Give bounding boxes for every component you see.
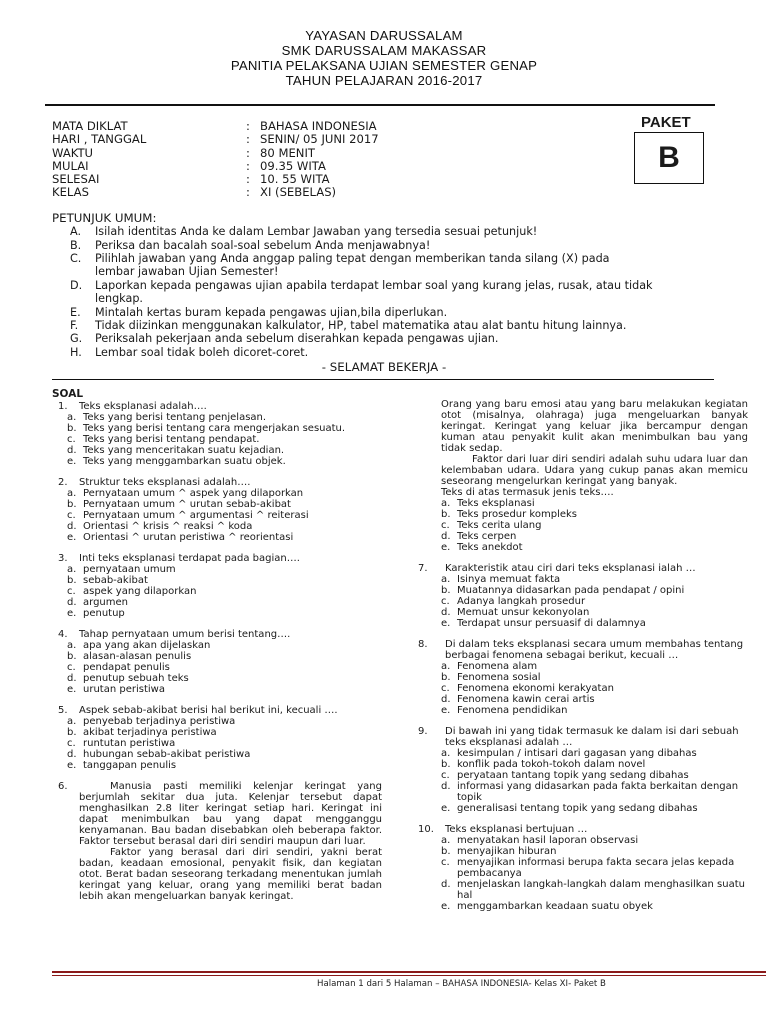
answer-option[interactable]: Fenomena pendidikan <box>457 705 568 716</box>
answer-option[interactable]: akibat terjadinya peristiwa <box>83 727 217 738</box>
meta-value: SENIN/ 05 JUNI 2017 <box>260 132 379 146</box>
meta-colon: : <box>246 172 250 186</box>
answer-option[interactable]: penutup sebuah teks <box>83 673 189 684</box>
answer-option[interactable]: Teks eksplanasi <box>457 498 535 509</box>
instruction-item: B. Periksa dan bacalah soal-soal sebelum Anda menjawabnya! <box>70 239 431 252</box>
answer-option[interactable]: Adanya langkah prosedur <box>457 596 586 607</box>
meta-label: MATA DIKLAT <box>52 119 128 133</box>
answer-option[interactable]: Teks prosedur kompleks <box>457 509 578 520</box>
paket-code-box <box>634 132 704 184</box>
question-number: 10. <box>418 824 434 835</box>
meta-value: 10. 55 WITA <box>260 172 330 186</box>
instruction-item: lembar jawaban Ujian Semester! <box>95 265 279 278</box>
footer-rule <box>52 971 766 973</box>
instruction-item: A. Isilah identitas Anda ke dalam Lembar Jawaban yang tersedia sesuai petunjuk! <box>70 225 538 238</box>
answer-option[interactable]: aspek yang dilaporkan <box>83 586 197 597</box>
question-item: 5. Aspek sebab-akibat berisi hal berikut ini, kecuali …. a. penyebab terjadinya peristiwa b. akibat terjadinya peristiwa c. runtutan peristiwa d. hubungan sebab-akibat peristiwa e. tanggapan penulis <box>52 705 382 771</box>
instruction-item: D. Laporkan kepada pengawas ujian apabila terdapat lembar soal yang kurang jelas, rusak, atau tidak <box>70 279 653 292</box>
question-number: 7. <box>418 563 428 574</box>
question-item: a. Teks eksplanasi b. Teks prosedur kompleks c. Teks cerita ulang d. Teks cerpen e. Teks anekdot <box>441 498 578 553</box>
answer-option[interactable]: Orientasi ^ urutan peristiwa ^ reorientasi <box>83 532 294 543</box>
answer-option[interactable]: informasi yang didasarkan pada fakta berkaitan dengan topik <box>457 781 739 803</box>
answer-option[interactable]: Terdapat unsur persuasif di dalamnya <box>457 618 646 629</box>
meta-colon: : <box>246 146 250 160</box>
question-item: 1. Teks eksplanasi adalah…. a. Teks yang berisi tentang penjelasan. b. Teks yang berisi tentang cara mengerjakan sesuatu. c. Teks yang berisi tentang pendapat. d. Teks yang menceritakan suatu kejadian. e. Teks yang menggambarkan suatu objek. <box>52 401 382 467</box>
answer-option[interactable]: Fenomena alam <box>457 661 538 672</box>
question-number: 1. <box>58 401 68 412</box>
meta-value: BAHASA INDONESIA <box>260 119 377 133</box>
question-text: Struktur teks eksplanasi adalah…. <box>79 477 251 488</box>
question-text: Teks eksplanasi adalah…. <box>79 401 207 412</box>
answer-option[interactable]: Pernyataan umum ^ urutan sebab-akibat <box>83 499 291 510</box>
passage-paragraph: Orang yang baru emosi atau yang baru melakukan kegiatan otot (misalnya, olahraga) juga mengeluarkan banyak keringat. Keringat yang keluar jika bercampur dengan kuman atau penyakit kulit akan menimbulkan bau yang tidak sedap. <box>441 399 748 454</box>
answer-option[interactable]: sebab-akibat <box>83 575 148 586</box>
meta-colon: : <box>246 132 250 146</box>
meta-colon: : <box>246 119 250 133</box>
question-item: 7. Karakteristik atau ciri dari teks eksplanasi ialah … a. Isinya memuat fakta b. Muatannya didasarkan pada pendapat / opini c. Adanya langkah prosedur d. Memuat unsur kekonyolan e. Terdapat unsur persuasif di dalamnya <box>418 563 748 629</box>
answer-option[interactable]: apa yang akan dijelaskan <box>83 640 211 651</box>
header-divider <box>45 104 715 106</box>
answer-option[interactable]: konflik pada tokoh-tokoh dalam novel <box>457 759 646 770</box>
instruction-item: lengkap. <box>95 292 143 305</box>
answer-option[interactable]: Teks yang menggambarkan suatu objek. <box>83 456 286 467</box>
instruction-item: H. Lembar soal tidak boleh dicoret-coret. <box>70 346 309 359</box>
instruction-item: G. Periksalah pekerjaan anda sebelum diserahkan kepada pengawas ujian. <box>70 332 499 345</box>
question-item: 9. Di bawah ini yang tidak termasuk ke dalam isi dari sebuah teks eksplanasi adalah … a. kesimpulan / intisari dari gagasan yang dibahas b. konflik pada tokoh-tokoh dalam novel c. peryataan tantang topik yang sedang dibahas d. informasi yang didasarkan pada fakta berkaitan dengan topik e. generalisasi tentang topik yang sedang dibahas <box>418 726 748 814</box>
answer-option[interactable]: hubungan sebab-akibat peristiwa <box>83 749 251 760</box>
answer-option[interactable]: generalisasi tentang topik yang sedang dibahas <box>457 803 698 814</box>
question-item: 4. Tahap pernyataan umum berisi tentang…. a. apa yang akan dijelaskan b. alasan-alasan penulis c. pendapat penulis d. penutup sebuah teks e. urutan peristiwa <box>52 629 382 695</box>
closing-message: - SELAMAT BEKERJA - <box>321 360 447 374</box>
answer-option[interactable]: kesimpulan / intisari dari gagasan yang dibahas <box>457 748 697 759</box>
question-number: 3. <box>58 553 68 564</box>
answer-option[interactable]: Teks cerpen <box>457 531 517 542</box>
question-item: 2. Struktur teks eksplanasi adalah…. a. Pernyataan umum ^ aspek yang dilaporkan b. Pernyataan umum ^ urutan sebab-akibat c. Pernyataan umum ^ argumentasi ^ reiterasi d. Orientasi ^ krisis ^ reaksi ^ koda e. Orientasi ^ urutan peristiwa ^ reorientasi <box>52 477 382 543</box>
question-item: 8. Di dalam teks eksplanasi secara umum membahas tentang berbagai fenomena sebagai berikut, kecuali … a. Fenomena alam b. Fenomena sosial c. Fenomena ekonomi kerakyatan d. Fenomena kawin cerai artis e. Fenomena pendidikan <box>418 639 748 716</box>
answer-option[interactable]: Pernyataan umum ^ aspek yang dilaporkan <box>83 488 304 499</box>
passage-paragraph: Faktor yang berasal dari diri sendiri, yakni berat badan, keadaan emosional, penyakit fisik, dan kegiatan otot. Berat badan seseorang terkadang menentukan jumlah keringat yang keluar, orang yang memiliki berat badan lebih akan mengeluarkan banyak keringat. <box>79 847 382 902</box>
answer-option[interactable]: Teks yang menceritakan suatu kejadian. <box>83 445 285 456</box>
header-line: PANITIA PELAKSANA UJIAN SEMESTER GENAP <box>230 58 538 73</box>
page-footer: Halaman 1 dari 5 Halaman – BAHASA INDONESIA- Kelas XI- Paket B <box>317 979 606 989</box>
answer-option[interactable]: Memuat unsur kekonyolan <box>457 607 590 618</box>
instructions-title: PETUNJUK UMUM: <box>52 211 157 225</box>
paket-code: B <box>658 141 680 174</box>
question-item <box>52 781 382 902</box>
meta-value: 80 MENIT <box>260 146 315 160</box>
answer-option[interactable]: Teks yang berisi tentang cara mengerjakan sesuatu. <box>83 423 346 434</box>
answer-option[interactable]: peryataan tantang topik yang sedang dibahas <box>457 770 689 781</box>
answer-option[interactable]: penyebab terjadinya peristiwa <box>83 716 236 727</box>
instruction-item: F. Tidak diizinkan menggunakan kalkulator, HP, tabel matematika atau alat bantu hitung lainnya. <box>70 319 627 332</box>
meta-colon: : <box>246 159 250 173</box>
footer-rule-thin <box>52 975 766 976</box>
meta-label: HARI , TANGGAL <box>52 132 147 146</box>
paket-label: PAKET <box>641 114 691 131</box>
answer-option[interactable]: Fenomena sosial <box>457 672 541 683</box>
answer-option[interactable]: Teks anekdot <box>457 542 523 553</box>
question-text: Aspek sebab-akibat berisi hal berikut ini, kecuali …. <box>79 705 338 716</box>
question-text: Teks di atas termasuk jenis teks…. <box>441 487 614 498</box>
meta-label: SELESAI <box>52 172 100 186</box>
header-line: YAYASAN DARUSSALAM <box>305 28 463 43</box>
questions-column-right <box>418 399 748 922</box>
question-text: Di bawah ini yang tidak termasuk ke dalam isi dari sebuah teks eksplanasi adalah … <box>445 726 739 748</box>
instruction-item: C. Pilihlah jawaban yang Anda anggap paling tepat dengan memberikan tanda silang (X) pada <box>70 252 610 265</box>
meta-label: KELAS <box>52 185 89 199</box>
question-number: 9. <box>418 726 428 737</box>
question-item: 10. Teks eksplanasi bertujuan … a. menyatakan hasil laporan observasi b. menyajikan hiburan c. menyajikan informasi berupa fakta secara jelas kepada pembacanya d. menjelaskan langkah-langkah dalam menghasilkan suatu hal e. menggambarkan keadaan suatu obyek <box>418 824 748 912</box>
question-text: Teks eksplanasi bertujuan … <box>445 824 588 835</box>
reading-passage-continued <box>418 399 748 498</box>
question-number: 8. <box>418 639 428 650</box>
answer-option[interactable]: Muatannya didasarkan pada pendapat / opini <box>457 585 685 596</box>
section-divider <box>52 379 714 380</box>
answer-option[interactable]: penutup <box>83 608 125 619</box>
answer-option[interactable]: Orientasi ^ krisis ^ reaksi ^ koda <box>83 521 253 532</box>
answer-option[interactable]: menyatakan hasil laporan observasi <box>457 835 639 846</box>
question-number: 4. <box>58 629 68 640</box>
answer-option[interactable]: Pernyataan umum ^ argumentasi ^ reiterasi <box>83 510 309 521</box>
answer-option[interactable]: Isinya memuat fakta <box>457 574 561 585</box>
answer-option[interactable]: Fenomena ekonomi kerakyatan <box>457 683 614 694</box>
meta-value: 09.35 WITA <box>260 159 326 173</box>
question-item: 3. Inti teks eksplanasi terdapat pada bagian…. a. pernyataan umum b. sebab-akibat c. aspek yang dilaporkan d. argumen e. penutup <box>52 553 382 619</box>
meta-label: WAKTU <box>52 146 94 160</box>
answer-option[interactable]: Teks cerita ulang <box>457 520 542 531</box>
question-number: 2. <box>58 477 68 488</box>
question-number: 6. <box>58 781 68 792</box>
instruction-item: E. Mintalah kertas buram kepada pengawas ujian,bila diperlukan. <box>70 306 448 319</box>
questions-column-left <box>52 401 382 912</box>
answer-option[interactable]: pendapat penulis <box>83 662 170 673</box>
answer-option[interactable]: argumen <box>83 597 128 608</box>
passage-paragraph: Faktor dari luar diri sendiri adalah suhu udara luar dan kelembaban udara. Udara yang cukup panas akan memicu seseorang mengelurkan keringat yang banyak. <box>441 454 748 487</box>
answer-option[interactable]: menjelaskan langkah-langkah dalam menghasilkan suatu hal <box>457 879 745 901</box>
answer-option[interactable]: menyajikan informasi berupa fakta secara jelas kepada pembacanya <box>457 857 735 879</box>
answer-option[interactable]: menggambarkan keadaan suatu obyek <box>457 901 653 912</box>
question-text: Tahap pernyataan umum berisi tentang…. <box>79 629 291 640</box>
answer-option[interactable]: alasan-alasan penulis <box>83 651 192 662</box>
answer-option[interactable]: Teks yang berisi tentang pendapat. <box>83 434 260 445</box>
question-text: Inti teks eksplanasi terdapat pada bagian…. <box>79 553 300 564</box>
passage-paragraph: Manusia pasti memiliki kelenjar keringat yang berjumlah sekitar dua juta. Kelenjar tersebut dapat menghasilkan 2.8 liter keringat setiap hari. Keringat ini dapat menimbulkan bau yang dapat mengganggu kenyamanan. Bau badan disebabkan oleh beberapa faktor. Faktor tersebut berasal dari diri sendiri maupun dari luar. <box>79 781 382 847</box>
meta-label: MULAI <box>52 159 89 173</box>
meta-value: XI (SEBELAS) <box>260 185 337 199</box>
question-text: Karakteristik atau ciri dari teks eksplanasi ialah … <box>445 563 696 574</box>
header-line: TAHUN PELAJARAN 2016-2017 <box>285 73 483 88</box>
answer-option[interactable]: runtutan peristiwa <box>83 738 176 749</box>
institution-header <box>0 28 768 88</box>
questions-title: SOAL <box>52 388 84 400</box>
reading-passage <box>52 781 382 902</box>
header-line: SMK DARUSSALAM MAKASSAR <box>281 43 487 58</box>
answer-option[interactable]: pernyataan umum <box>83 564 176 575</box>
meta-colon: : <box>246 185 250 199</box>
question-number: 5. <box>58 705 68 716</box>
question-text: Di dalam teks eksplanasi secara umum membahas tentang berbagai fenomena sebagai berikut, kecuali … <box>445 639 744 661</box>
answer-option[interactable]: menyajikan hiburan <box>457 846 557 857</box>
answer-option[interactable]: Teks yang berisi tentang penjelasan. <box>83 412 267 423</box>
answer-option[interactable]: tanggapan penulis <box>83 760 177 771</box>
answer-option[interactable]: Fenomena kawin cerai artis <box>457 694 595 705</box>
answer-option[interactable]: urutan peristiwa <box>83 684 165 695</box>
